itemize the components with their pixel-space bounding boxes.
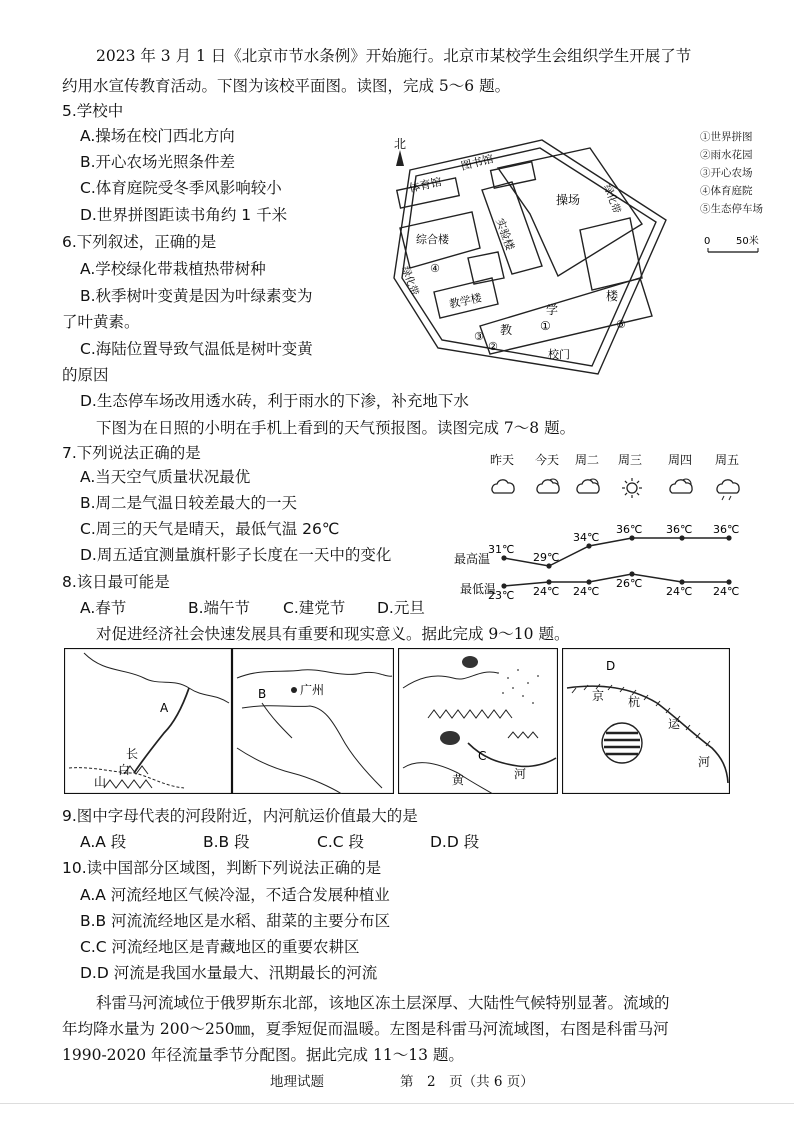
low-temp-value: 24℃ bbox=[533, 585, 560, 598]
intro-2: 下图为在日照的小明在手机上看到的天气预报图。读图完成 7～8 题。 bbox=[96, 419, 576, 437]
q10-option-c: C.C 河流经地区是青藏地区的重要农耕区 bbox=[80, 938, 360, 956]
q10-option-a: A.A 河流经地区气候冷湿，不适合发展种植业 bbox=[80, 886, 390, 904]
q5-option-c: C.体育庭院受冬季风影响较小 bbox=[80, 179, 282, 197]
legend-item: ②雨水花园 bbox=[700, 149, 753, 161]
q10-stem: 10.读中国部分区域图，判断下列说法正确的是 bbox=[62, 859, 382, 877]
intro-4-line-2: 年均降水量为 200～250㎜，夏季短促而温暖。左图是科雷马河流域图，右图是科雷马河 bbox=[62, 1020, 669, 1038]
river-letter-c: C bbox=[478, 749, 487, 763]
page-bottom-rule bbox=[0, 1103, 794, 1104]
jinghang-char-2: 杭 bbox=[628, 695, 641, 709]
cloudy-sun-icon bbox=[577, 479, 599, 493]
q6-option-c-cont: 的原因 bbox=[62, 366, 109, 384]
legend-item: ③开心农场 bbox=[700, 167, 753, 179]
experiment-rect bbox=[482, 182, 542, 274]
q7-option-c: C.周三的天气是晴天，最低气温 26℃ bbox=[80, 520, 340, 538]
zone-2-label: ② bbox=[488, 340, 498, 353]
school-map bbox=[380, 128, 680, 378]
low-temp-point bbox=[501, 583, 506, 588]
region-map-c bbox=[398, 648, 558, 794]
q10-option-b: B.B 河流流经地区是水稻、甜菜的主要分布区 bbox=[80, 912, 391, 930]
region-map-a bbox=[64, 648, 232, 794]
library-label: 图书馆 bbox=[459, 152, 495, 173]
zone-4-label: ④ bbox=[430, 262, 440, 275]
scale-50m: 50米 bbox=[736, 236, 759, 247]
high-temp-value: 36℃ bbox=[666, 523, 693, 536]
weather-day-label: 周四 bbox=[668, 453, 693, 467]
jinghang-char-3: 运 bbox=[668, 717, 681, 731]
gate-label: 校门 bbox=[548, 348, 570, 361]
footer-subject: 地理试题 bbox=[270, 1074, 324, 1090]
weather-forecast bbox=[454, 446, 754, 602]
school-map-legend bbox=[700, 128, 763, 218]
rain-cloud-icon bbox=[717, 480, 739, 500]
intro-1-line-1: 2023 年 3 月 1 日《北京市节水条例》开始施行。北京市某校学生会组织学生开展了节 bbox=[96, 47, 692, 65]
low-temp-value: 24℃ bbox=[713, 585, 740, 598]
low-temp-value: 24℃ bbox=[573, 585, 600, 598]
cloudy-sun-icon bbox=[537, 479, 559, 493]
q8-option-c: C.建党节 bbox=[283, 599, 346, 617]
q10-option-d: D.D 河流是我国水量最大、汛期最长的河流 bbox=[80, 964, 378, 982]
q6-option-a: A.学校绿化带栽植热带树种 bbox=[80, 260, 266, 278]
high-temp-point bbox=[726, 535, 731, 540]
intro-4-line-1: 科雷马河流域位于俄罗斯东北部，该地区冻土层深厚、大陆性气候特别显著。流域的 bbox=[96, 994, 670, 1012]
teach-char-c: 楼 bbox=[606, 289, 619, 303]
region-map-b bbox=[232, 648, 394, 794]
high-temp-point bbox=[629, 535, 634, 540]
green-left-label: 绿化带 bbox=[399, 265, 420, 298]
scale-bar bbox=[704, 232, 774, 260]
low-temp-point bbox=[726, 579, 731, 584]
intro-4-line-3: 1990-2020 年径流量季节分配图。据此完成 11～13 题。 bbox=[62, 1046, 464, 1064]
north-label: 北 bbox=[394, 137, 407, 151]
sun-icon bbox=[622, 478, 642, 498]
intro-3: 对促进经济社会快速发展具有重要和现实意义。据此完成 9～10 题。 bbox=[96, 625, 570, 643]
low-temp-point bbox=[586, 579, 591, 584]
high-temp-value: 29℃ bbox=[533, 551, 560, 564]
weather-day-label: 周三 bbox=[618, 453, 643, 467]
q8-option-a: A.春节 bbox=[80, 599, 127, 617]
q9-option-b: B.B 段 bbox=[203, 833, 250, 851]
north-arrow-icon bbox=[396, 150, 404, 166]
weather-day-label: 昨天 bbox=[490, 453, 515, 467]
jinghang-char-1: 京 bbox=[592, 689, 605, 703]
low-temp-label: 最低温 bbox=[460, 582, 497, 596]
comprehensive-label: 综合楼 bbox=[416, 233, 449, 246]
q7-option-b: B.周二是气温日较差最大的一天 bbox=[80, 494, 298, 512]
q8-stem: 8.该日最可能是 bbox=[62, 573, 170, 591]
changbai-char-1: 长 bbox=[126, 747, 139, 761]
q6-option-b: B.秋季树叶变黄是因为叶绿素变为 bbox=[80, 287, 313, 305]
q6-option-c: C.海陆位置导致气温低是树叶变黄 bbox=[80, 340, 313, 358]
huanghe-char-2: 河 bbox=[514, 767, 527, 781]
q5-option-a: A.操场在校门西北方向 bbox=[80, 127, 235, 145]
q8-option-d: D.元旦 bbox=[377, 599, 425, 617]
east-block-rect bbox=[580, 218, 642, 290]
intro-1-line-2: 约用水宣传教育活动。下图为该校平面图。读图，完成 5～6 题。 bbox=[62, 77, 511, 95]
gym-label: 体育馆 bbox=[407, 175, 443, 195]
q5-option-b: B.开心农场光照条件差 bbox=[80, 153, 236, 171]
huanghe-char-1: 黄 bbox=[452, 773, 465, 787]
high-temp-value: 36℃ bbox=[713, 523, 740, 536]
footer-page: 第 2 页（共 6 页） bbox=[400, 1074, 534, 1090]
weather-day-label: 周二 bbox=[575, 453, 600, 467]
region-map-d bbox=[562, 648, 730, 794]
river-letter-d: D bbox=[606, 659, 616, 673]
changbai-char-3: 山 bbox=[94, 775, 107, 789]
legend-item: ④体育庭院 bbox=[700, 185, 753, 197]
low-temp-value: 24℃ bbox=[666, 585, 693, 598]
low-temp-value: 23℃ bbox=[488, 589, 515, 602]
q9-option-a: A.A 段 bbox=[80, 833, 127, 851]
cloud-icon bbox=[492, 480, 514, 493]
q9-option-c: C.C 段 bbox=[317, 833, 364, 851]
low-temp-value: 26℃ bbox=[616, 577, 643, 590]
low-temp-point bbox=[546, 579, 551, 584]
school-boundary bbox=[394, 140, 666, 374]
scale-zero: 0 bbox=[704, 236, 711, 247]
high-temp-point bbox=[546, 563, 551, 568]
guangzhou-label: 广州 bbox=[300, 683, 325, 697]
experiment-label: 实验楼 bbox=[493, 216, 517, 253]
teach-char-a: 教 bbox=[500, 323, 513, 337]
jinghang-char-4: 河 bbox=[698, 755, 711, 769]
high-temp-point bbox=[586, 543, 591, 548]
changbai-char-2: 白 bbox=[118, 763, 131, 777]
legend-item: ①世界拼图 bbox=[700, 131, 753, 143]
high-temp-value: 31℃ bbox=[488, 543, 515, 556]
high-temp-label: 最高温 bbox=[454, 552, 491, 566]
q8-option-b: B.端午节 bbox=[188, 599, 251, 617]
zone-1-label: ① bbox=[540, 319, 551, 333]
teaching-label: 教学楼 bbox=[447, 291, 483, 311]
high-temp-point bbox=[679, 535, 684, 540]
teach-char-b: 学 bbox=[546, 303, 559, 317]
river-letter-b: B bbox=[258, 687, 267, 701]
green-right-label: 绿化带 bbox=[601, 183, 622, 216]
q5-option-d: D.世界拼图距读书角约 1 千米 bbox=[80, 206, 288, 224]
legend-item: ⑤生态停车场 bbox=[700, 203, 763, 215]
q5-stem: 5.学校中 bbox=[62, 102, 124, 120]
playground-label: 操场 bbox=[556, 193, 581, 207]
cloudy-sun-icon bbox=[670, 479, 692, 493]
q6-stem: 6.下列叙述，正确的是 bbox=[62, 233, 217, 251]
q6-option-b-cont: 了叶黄素。 bbox=[62, 313, 140, 331]
high-temp-value: 36℃ bbox=[616, 523, 643, 536]
weather-day-label: 今天 bbox=[535, 453, 560, 467]
q6-option-d: D.生态停车场改用透水砖，利于雨水的下渗，补充地下水 bbox=[80, 392, 469, 410]
q7-stem: 7.下列说法正确的是 bbox=[62, 444, 201, 462]
low-temp-point bbox=[679, 579, 684, 584]
zone-5-label: ⑤ bbox=[616, 318, 626, 331]
river-letter-a: A bbox=[160, 701, 169, 715]
q9-option-d: D.D 段 bbox=[430, 833, 480, 851]
q9-stem: 9.图中字母代表的河段附近，内河航运价值最大的是 bbox=[62, 807, 418, 825]
weather-day-label: 周五 bbox=[715, 453, 740, 467]
high-temp-value: 34℃ bbox=[573, 531, 600, 544]
q7-option-a: A.当天空气质量状况最优 bbox=[80, 468, 251, 486]
high-temp-point bbox=[501, 555, 506, 560]
low-temp-point bbox=[629, 571, 634, 576]
q7-option-d: D.周五适宜测量旗杆影子长度在一天中的变化 bbox=[80, 546, 392, 564]
zone-3-label: ③ bbox=[474, 330, 484, 343]
